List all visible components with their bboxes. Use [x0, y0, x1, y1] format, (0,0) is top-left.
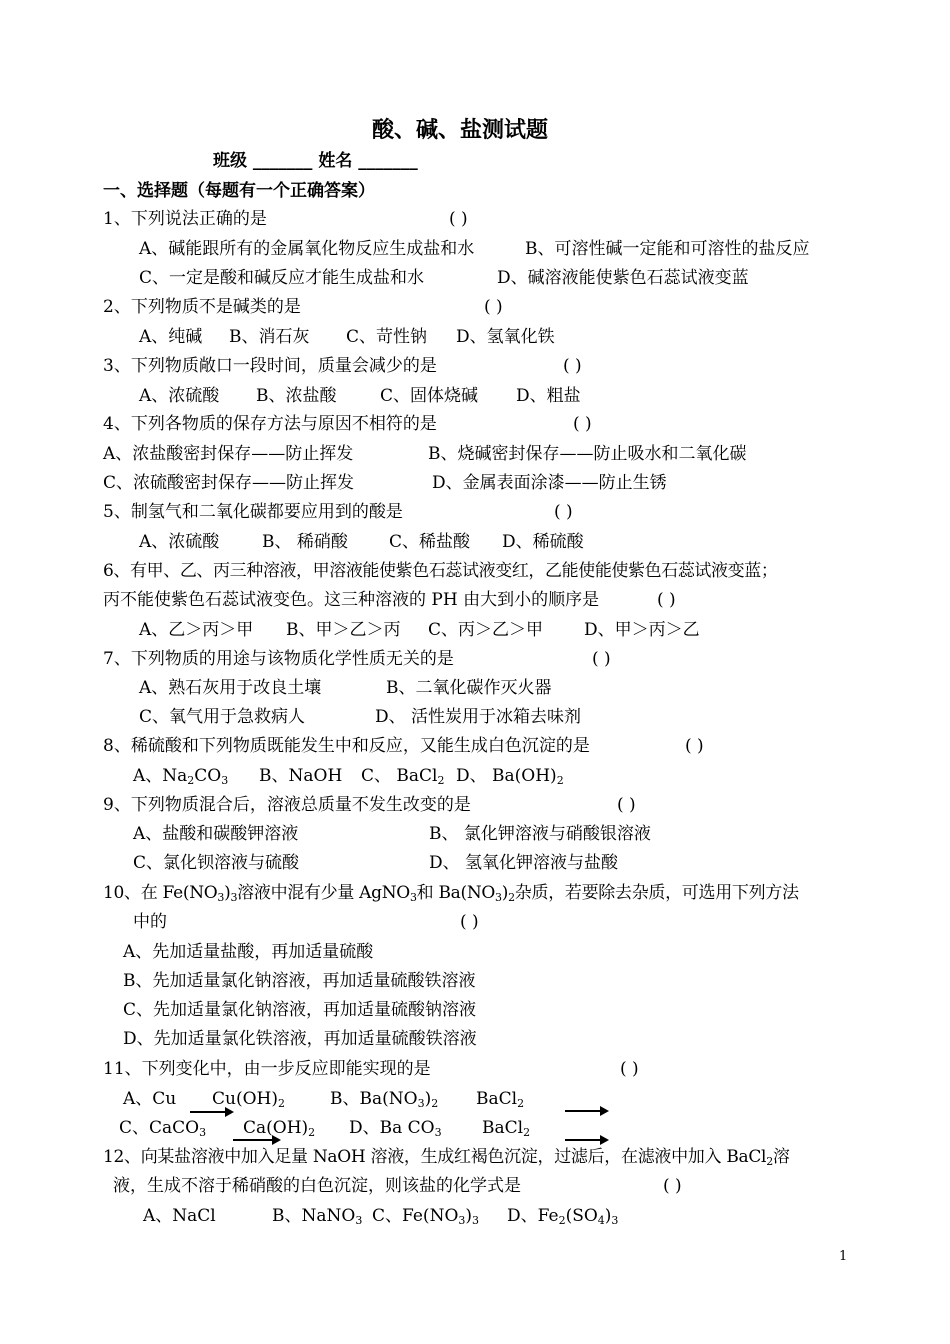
option: A、浓硫酸	[139, 386, 220, 406]
answer-paren: ( )	[663, 1176, 682, 1196]
option: D、甲＞丙＞乙	[584, 620, 700, 640]
answer-paren: ( )	[449, 209, 468, 229]
option-a-product: $Cu(OH)_2$	[212, 1089, 285, 1110]
option: D、 $Ba(OH)_2$	[456, 766, 564, 787]
class-blank: _______	[252, 151, 313, 171]
question-stem: 3、下列物质敞口一段时间，质量会减少的是	[103, 356, 437, 376]
option: B、NaOH	[259, 766, 343, 786]
option-a-reactant: A、Cu	[123, 1089, 177, 1109]
class-label: 班级	[213, 151, 247, 171]
option: B、消石灰	[229, 327, 310, 347]
option: D、氢氧化铁	[456, 327, 555, 347]
option: C、先加适量氯化钠溶液，再加适量硫酸钠溶液	[123, 1000, 477, 1020]
question-stem: 12、向某盐溶液中加入足量 NaOH 溶液，生成红褐色沉淀，过滤后，在滤液中加入 BaCl$_2$溶	[103, 1147, 790, 1168]
option: D、 活性炭用于冰箱去味剂	[375, 707, 582, 727]
option: C、$Fe(NO_3)_3$	[372, 1206, 480, 1227]
option: A、碱能跟所有的金属氧化物反应生成盐和水	[139, 239, 475, 259]
question-stem: 2、下列物质不是碱类的是	[103, 297, 301, 317]
page-number: 1	[839, 1249, 848, 1264]
option-c-reactant: C、CaCO$_3$	[119, 1118, 207, 1139]
option: A、乙＞丙＞甲	[139, 620, 254, 640]
option: C、苛性钠	[346, 327, 428, 347]
option: B、NaNO$_3$	[272, 1206, 363, 1227]
answer-paren: ( )	[657, 590, 676, 610]
option-b-reactant: B、$Ba(NO_3)_2$	[330, 1089, 439, 1110]
answer-paren: ( )	[460, 912, 479, 932]
option: A、盐酸和碳酸钾溶液	[133, 824, 299, 844]
option: A、纯碱	[139, 327, 203, 347]
question-stem: 8、稀硫酸和下列物质既能发生中和反应，又能生成白色沉淀的是	[103, 736, 590, 756]
reaction-arrow	[233, 1139, 273, 1141]
reaction-arrow	[190, 1111, 226, 1113]
question-stem-cont: 中的	[133, 912, 167, 932]
option: B、烧碱密封保存——防止吸水和二氧化碳	[428, 444, 747, 464]
answer-paren: ( )	[620, 1059, 639, 1079]
answer-paren: ( )	[685, 736, 704, 756]
reaction-arrow	[565, 1110, 601, 1112]
answer-paren: ( )	[592, 649, 611, 669]
option: B、二氧化碳作灭火器	[386, 678, 552, 698]
option: C、固体烧碱	[380, 386, 479, 406]
option: D、先加适量氯化铁溶液，再加适量硫酸铁溶液	[123, 1029, 477, 1049]
option: A、$Na_2CO_3$	[133, 766, 229, 787]
question-stem: 7、下列物质的用途与该物质化学性质无关的是	[103, 649, 454, 669]
name-blank: _______	[358, 151, 418, 171]
question-stem: 9、下列物质混合后，溶液总质量不发生改变的是	[103, 795, 471, 815]
question-stem: 10、在 $Fe(NO_3)_3$溶液中混有少量 AgNO$_3$和 $Ba(NO_3)_2$杂质，若要除去杂质，可选用下列方法	[103, 883, 799, 904]
class-name-line	[213, 150, 418, 172]
option: C、稀盐酸	[389, 532, 471, 552]
option: A、NaCl	[143, 1206, 216, 1226]
name-label: 姓名	[318, 151, 353, 171]
question-stem: 6、有甲、乙、丙三种溶液，甲溶液能使紫色石蕊试液变红，乙能使能使紫色石蕊试液变蓝；	[103, 561, 778, 581]
option-b-product: BaCl$_2$	[476, 1089, 525, 1110]
option-d-product: BaCl$_2$	[482, 1118, 531, 1139]
option: A、熟石灰用于改良土壤	[139, 678, 322, 698]
option: D、$Fe_2(SO_4)_3$	[507, 1206, 619, 1227]
option: A、浓盐酸密封保存——防止挥发	[103, 444, 354, 464]
question-stem-cont: 液，生成不溶于稀硝酸的白色沉淀，则该盐的化学式是	[113, 1176, 521, 1196]
reaction-arrow	[565, 1139, 601, 1141]
section-heading: 一、选择题（每题有一个正确答案）	[103, 181, 375, 201]
option: D、粗盐	[516, 386, 581, 406]
question-stem: 11、下列变化中，由一步反应即能实现的是	[103, 1059, 431, 1079]
option: B、 稀硝酸	[262, 532, 348, 552]
page-title: 酸、碱、盐测试题	[372, 117, 549, 143]
option: B、 氯化钾溶液与硝酸银溶液	[429, 824, 651, 844]
option-d-reactant: D、Ba $CO_3$	[349, 1118, 442, 1139]
option: C、 BaCl$_2$	[361, 766, 445, 787]
option: C、丙＞乙＞甲	[428, 620, 544, 640]
option: D、 氢氧化钾溶液与盐酸	[429, 853, 619, 873]
answer-paren: ( )	[484, 297, 503, 317]
option: C、氯化钡溶液与硫酸	[133, 853, 300, 873]
option: B、可溶性碱一定能和可溶性的盐反应	[525, 239, 810, 259]
answer-paren: ( )	[563, 356, 582, 376]
question-stem-cont: 丙不能使紫色石蕊试液变色。这三种溶液的 PH 由大到小的顺序是	[103, 590, 600, 610]
option: C、氧气用于急救病人	[139, 707, 306, 727]
option: C、浓硫酸密封保存——防止挥发	[103, 473, 355, 493]
question-stem: 1、下列说法正确的是	[103, 209, 267, 229]
option: D、碱溶液能使紫色石蕊试液变蓝	[497, 268, 749, 288]
option: B、甲＞乙＞丙	[286, 620, 401, 640]
option: B、浓盐酸	[256, 386, 337, 406]
option: B、先加适量氯化钠溶液，再加适量硫酸铁溶液	[123, 971, 476, 991]
option: C、一定是酸和碱反应才能生成盐和水	[139, 268, 425, 288]
answer-paren: ( )	[573, 414, 592, 434]
option: A、先加适量盐酸，再加适量硫酸	[123, 942, 374, 962]
question-stem: 5、制氢气和二氧化碳都要应用到的酸是	[103, 502, 403, 522]
option: D、稀硫酸	[502, 532, 584, 552]
option: D、金属表面涂漆——防止生锈	[432, 473, 667, 493]
answer-paren: ( )	[617, 795, 636, 815]
option: A、浓硫酸	[139, 532, 220, 552]
question-stem: 4、下列各物质的保存方法与原因不相符的是	[103, 414, 437, 434]
option-c-product: $Ca(OH)_2$	[243, 1118, 316, 1139]
answer-paren: ( )	[554, 502, 573, 522]
